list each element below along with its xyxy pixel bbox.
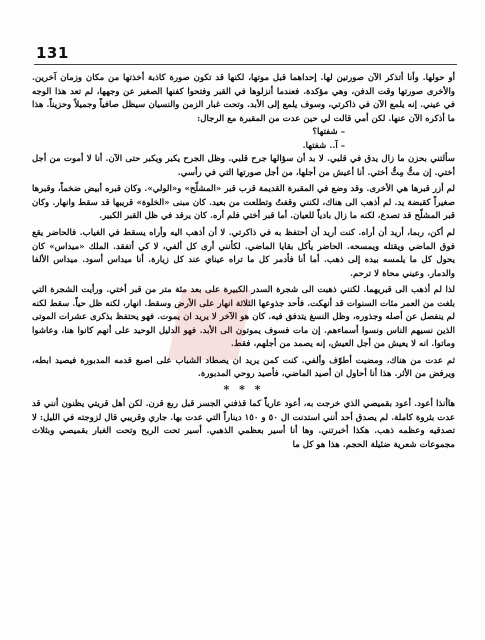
paragraph-4: لم أكن، ربما، أريد أن أراه. كنت أريد أن أحتفظ به في ذاكرتي. لا أن أذهب اليه وأراه يسقط في الغياب. فالحاضر يقع فوق الماضي ويقتله ويمسحه. الحاضر يأكل بقايا الماضي. لكأنني أرى كل ألفي، لا كي أتفقد. الملك «ميداس» كان يحول كل ما يلمسه بيده إلى ذهب. أما أنا فأدمر كل ما تراه عيناي عند كل زيارة. أنا ميداس أسود. ميداس الألفا والدمار. وعيني محاة لا ترحم. [32, 228, 455, 279]
paragraph-3: لم أزر قبرها هي الأخرى. وقد وضع في المقبرة القديمة قرب قبر «المشلّح» و«الولي». وكان قبره أبيض ضخماً، وقبرها صغيراً كقبضة يد. لم أذهب الى هناك، لكنني وقفتُ وتطلعت من بعيد. كان مبنى «الخلوة» قريبها قد سقط وانهار. وكان قبر المشلّح قد تصدع، لكنه ما زال بادياً للعيان. أما قبر أختي فلم أره. كان يرقد في ظل القبر الكبير. [32, 184, 455, 222]
section-separator: * * * [223, 383, 264, 397]
paragraph-2: سألتني بحزن ما زال يدق في قلبي. لا بد أن سؤالها جرح قلبي. وظل الجرح يكبر ويكبر حتى الآن. أنا لا أموت من أجل أختي. إن متُّ مِتُّ أختي. أنا أعيش من أجلها، من أجل صورتها التي في رأسي. [32, 154, 455, 178]
paragraph-1: أو حولها. وأنا أتذكر الآن صورتين لها. إحداهما قبل موتها، لكنها قد تكون صورة كاذبة أخذتها من مكان وزمان آخرين. والأخرى صورتها وقت الدفن، وهي مؤكدة. فعندما أنزلوها في القبر وفتحوا كفنها الصغير عن وجهها، لم تعد هذا الوجه في عيني. إنه يلمع الآن في ذاكرتي، وسوف يلمع إلى الأبد. وتحت غبار الزمن والنسيان سيظل صافياً وجميلاً وحزيناً. هذا ما أذكره الآن عنها. لكن أمي قالت لي حين عدت من المقبرة مع الرجال: [32, 73, 455, 124]
body-text [32, 72, 455, 452]
dialogue-line-1: – شفتها؟ [312, 127, 345, 138]
paragraph-7: هاأنذا أعود. أعود بقميصي الذي خرجت به، أعود عارياً كما قذفني الجسر قبل ربع قرن. لكن أهل قريتي يظنون أنني قد عدت بثروة كاملة. لم يصدق أحد أنني استدنت ال ٥٠ و ١٥٠ ديناراً التي عدت بها. جاري وقريبي قال لزوجته في الليل: لا تصدقيه وعظمه ذهب. هكذا أخبرتني. وها أنا أسير بعظمي الذهبي. أسير تحت الريح وتحت الغبار بقميصي وبثلاث مجموعات شعرية ضئيلة الحجم. هذا هو كل ما [32, 399, 455, 450]
paragraph-5: لذا لم أذهب الى قبريهما. لكنني ذهبت الى شجرة السدر الكبيرة على بعد مئة متر من قبر أختي. ورأيت الشجرة التي بلغت من العمر مئات السنوات قد أنهكت. فأحد جذوعها الثلاثة انهار على الأرض وسقط. انهار، لكنه ظل حياً. سقط لكنه لم ينفصل عن أصله وجذوره، وظل النسغ يتدفق فيه. كان هو الآخر لا يريد ان يموت. فهو يحتفظ بذكرى عشرات الموتى الذين نسيهم الناس ونسوا أسماءهم. إن مات فسوف يموتون الى الأبد. فهو الدليل الوحيد على أنهم كانوا هنا، وعاشوا وماتوا. انه لا يعيش من أجل العيش، إنه يصمد من أجلهم، فقط. [32, 285, 455, 350]
page-number: 131 [36, 44, 69, 62]
header-rule [34, 64, 457, 65]
dialogue-line-2: – آ.. شفتها. [302, 140, 345, 151]
paragraph-6: ثم عدت من هناك، ومضيت أطوّف وألفي. كنت كمن يريد ان يصطاد الشباب على اصبع قدمه المدبورة فيصيد ابطه، ويرفض من الأثر. هذا أنا أحاول ان أصيد الماضي، فأصيد روحي المدبورة. [32, 355, 455, 380]
